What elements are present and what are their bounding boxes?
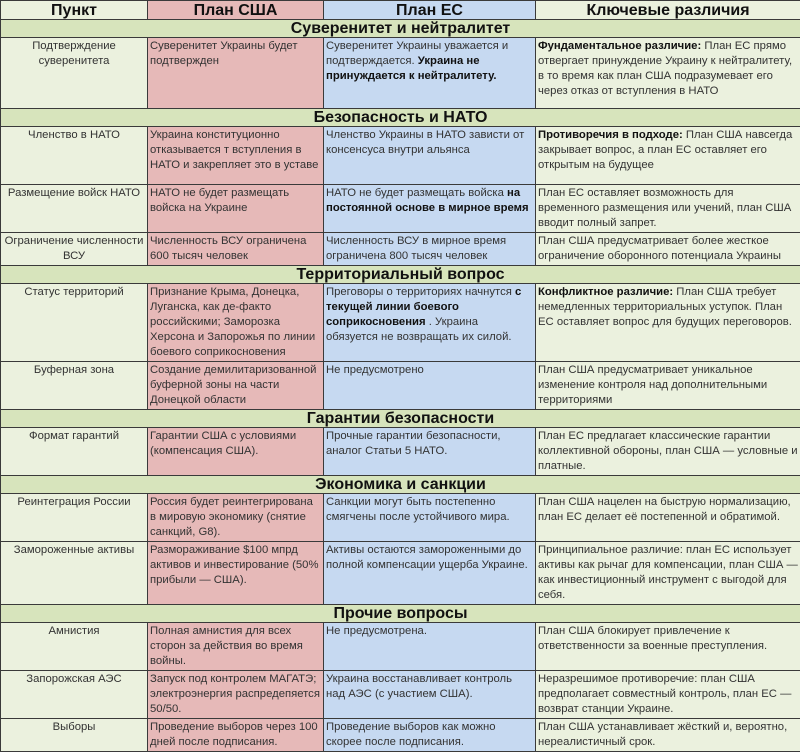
- item-cell: Выборы: [1, 719, 148, 752]
- section-header: [1, 605, 800, 623]
- difference-text: План ЕС прямо отвергает принуждение Украину к нейтралитету, в то время как план США подразумевает его через отказ от вступления в НАТО: [538, 40, 792, 97]
- item-cell: Членство в НАТО: [1, 127, 148, 185]
- eu-text: Украина восстанавливает контроль над АЭС (с участием США).: [326, 673, 512, 700]
- difference-cell: [536, 719, 800, 752]
- eu-bold-text: на постоянной основе в мирное время: [326, 187, 529, 214]
- difference-label: Фундаментальное различие:: [538, 40, 701, 52]
- us-plan-cell: Полная амнистия для всех сторон за действия во время войны.: [148, 623, 324, 671]
- table-row: [1, 127, 800, 185]
- section-header: [1, 20, 800, 38]
- eu-plan-cell: [324, 38, 536, 109]
- difference-cell: [536, 284, 800, 362]
- us-plan-cell: Украина конституционно отказывается т вступления в НАТО и закрепляет это в уставе: [148, 127, 324, 185]
- eu-text: Численность ВСУ в мирное время ограничена 800 тысяч человек: [326, 235, 506, 262]
- difference-text: Неразрешимое противоречие: план США предполагает совместный контроль, план ЕС — возврат станции Украине.: [538, 673, 791, 715]
- eu-plan-cell: [324, 233, 536, 266]
- section-title: Территориальный вопрос: [1, 266, 800, 284]
- difference-cell: [536, 494, 800, 542]
- header-row: [1, 1, 800, 20]
- section-title: Гарантии безопасности: [1, 410, 800, 428]
- difference-text: План США предусматривает уникальное изменение контроля над дополнительными территориями: [538, 364, 767, 406]
- table-row: [1, 623, 800, 671]
- section-title: Суверенитет и нейтралитет: [1, 20, 800, 38]
- eu-plan-cell: [324, 127, 536, 185]
- eu-text: Не предусмотрено: [326, 364, 424, 376]
- us-plan-cell: Суверенитет Украины будет подтвержден: [148, 38, 324, 109]
- table-row: [1, 542, 800, 605]
- table-row: [1, 233, 800, 266]
- eu-text: Проведение выборов как можно скорее после подписания.: [326, 721, 496, 748]
- difference-cell: [536, 428, 800, 476]
- item-cell: Амнистия: [1, 623, 148, 671]
- item-cell: Подтверждение суверенитета: [1, 38, 148, 109]
- table-row: [1, 671, 800, 719]
- table-row: [1, 719, 800, 752]
- eu-bold-text: Украина не принуждается к нейтралитету.: [326, 55, 497, 82]
- difference-text: План США нацелен на быструю нормализацию, план ЕС делает её постепенной и обратимой.: [538, 496, 791, 523]
- difference-cell: [536, 671, 800, 719]
- eu-plan-cell: [324, 284, 536, 362]
- eu-bold-text: с текущей линии боевого соприкосновения: [326, 286, 521, 328]
- item-cell: Буферная зона: [1, 362, 148, 410]
- section-title: Прочие вопросы: [1, 605, 800, 623]
- header-item: Пункт: [1, 1, 148, 20]
- difference-cell: [536, 127, 800, 185]
- section-header: [1, 410, 800, 428]
- section-title: Безопасность и НАТО: [1, 109, 800, 127]
- item-cell: Замороженные активы: [1, 542, 148, 605]
- us-plan-cell: Размораживание $100 мпрд активов и инвестирование (50% прибыли — США).: [148, 542, 324, 605]
- difference-text: План ЕС оставляет возможность для временного размещения или учений, план США вводит полный запрет.: [538, 187, 791, 229]
- item-cell: Формат гарантий: [1, 428, 148, 476]
- eu-plan-cell: [324, 494, 536, 542]
- eu-text: Суверенитет Украины уважается и подтверждается.: [326, 40, 508, 67]
- item-cell: Ограничение численности ВСУ: [1, 233, 148, 266]
- difference-text: План США устанавливает жёсткий и, вероятно, нереалистичный срок.: [538, 721, 787, 748]
- difference-cell: [536, 623, 800, 671]
- difference-text: План США навсегда закрывает вопрос, а план ЕС оставляет его открытым на будущее: [538, 129, 792, 171]
- table-row: [1, 362, 800, 410]
- table-row: [1, 428, 800, 476]
- us-plan-cell: Численность ВСУ ограничена 600 тысяч человек: [148, 233, 324, 266]
- difference-text: План США блокирует привлечение к ответственности за военные преступления.: [538, 625, 767, 652]
- us-plan-cell: Россия будет реинтегрирована в мировую экономику (снятие санкций, G8).: [148, 494, 324, 542]
- difference-text: План ЕС предлагает классические гарантии коллективной обороны, план США — условные и платные.: [538, 430, 798, 472]
- eu-text: Членство Украины в НАТО зависти от консенсуса внутри альянса: [326, 129, 524, 156]
- header-eu-plan: План ЕС: [324, 1, 536, 20]
- item-cell: Запорожская АЭС: [1, 671, 148, 719]
- us-plan-cell: Признание Крыма, Донецка, Луганска, как де-факто российскими; Заморозка Херсона и Запорожья по линии боевого соприкосновения: [148, 284, 324, 362]
- difference-cell: [536, 38, 800, 109]
- us-plan-cell: Гарантии США с условиями (компенсация США).: [148, 428, 324, 476]
- item-cell: Размещение войск НАТО: [1, 185, 148, 233]
- item-cell: Статус территорий: [1, 284, 148, 362]
- eu-plan-cell: [324, 362, 536, 410]
- eu-text: Активы остаются замороженными до полной компенсации ущерба Украине.: [326, 544, 528, 571]
- table-row: [1, 185, 800, 233]
- us-plan-cell: Запуск под контролем МАГАТЭ; электроэнергия распредепяется 50/50.: [148, 671, 324, 719]
- section-header: [1, 266, 800, 284]
- table-row: [1, 284, 800, 362]
- eu-plan-cell: [324, 428, 536, 476]
- eu-text: Не предусмотрена.: [326, 625, 427, 637]
- eu-text-post: . Украина обязуется не возвращать их силой.: [326, 316, 512, 343]
- difference-text: Принципиальное различие: план ЕС использует активы как рычаг для компенсации, план США — как инвестиционный инструмент с выгодой для себя.: [538, 544, 798, 601]
- eu-text: Преговоры о территориях начнутся: [326, 286, 515, 298]
- item-cell: Реинтеграция России: [1, 494, 148, 542]
- difference-text: План США требует немедленных территориальных уступок. План ЕС оставляет вопрос для будущих переговоров.: [538, 286, 792, 328]
- eu-plan-cell: [324, 185, 536, 233]
- difference-cell: [536, 362, 800, 410]
- difference-cell: [536, 233, 800, 266]
- section-header: [1, 109, 800, 127]
- eu-plan-cell: [324, 671, 536, 719]
- section-title: Экономика и санкции: [1, 476, 800, 494]
- eu-plan-cell: [324, 542, 536, 605]
- difference-label: Противоречия в подходе:: [538, 129, 683, 141]
- header-key-differences: Ключевые различия: [536, 1, 800, 20]
- eu-plan-cell: [324, 623, 536, 671]
- difference-label: Конфликтное различие:: [538, 286, 673, 298]
- eu-text: Санкции могут быть постепенно смягчены после устойчивого мира.: [326, 496, 510, 523]
- difference-cell: [536, 185, 800, 233]
- section-header: [1, 476, 800, 494]
- eu-text: НАТО не будет размещать войска: [326, 187, 507, 199]
- difference-cell: [536, 542, 800, 605]
- difference-text: План США предусматривает более жесткое ограничение оборонного потенциала Украины: [538, 235, 781, 262]
- eu-text: Прочные гарантии безопасности, аналог Статьи 5 НАТО.: [326, 430, 501, 457]
- header-us-plan: План США: [148, 1, 324, 20]
- us-plan-cell: Проведение выборов через 100 дней после подписания.: [148, 719, 324, 752]
- us-plan-cell: НАТО не будет размещать войска на Украине: [148, 185, 324, 233]
- table-row: [1, 494, 800, 542]
- eu-plan-cell: [324, 719, 536, 752]
- us-plan-cell: Создание демилитаризованной буферной зоны на части Донецкой области: [148, 362, 324, 410]
- table-row: [1, 38, 800, 109]
